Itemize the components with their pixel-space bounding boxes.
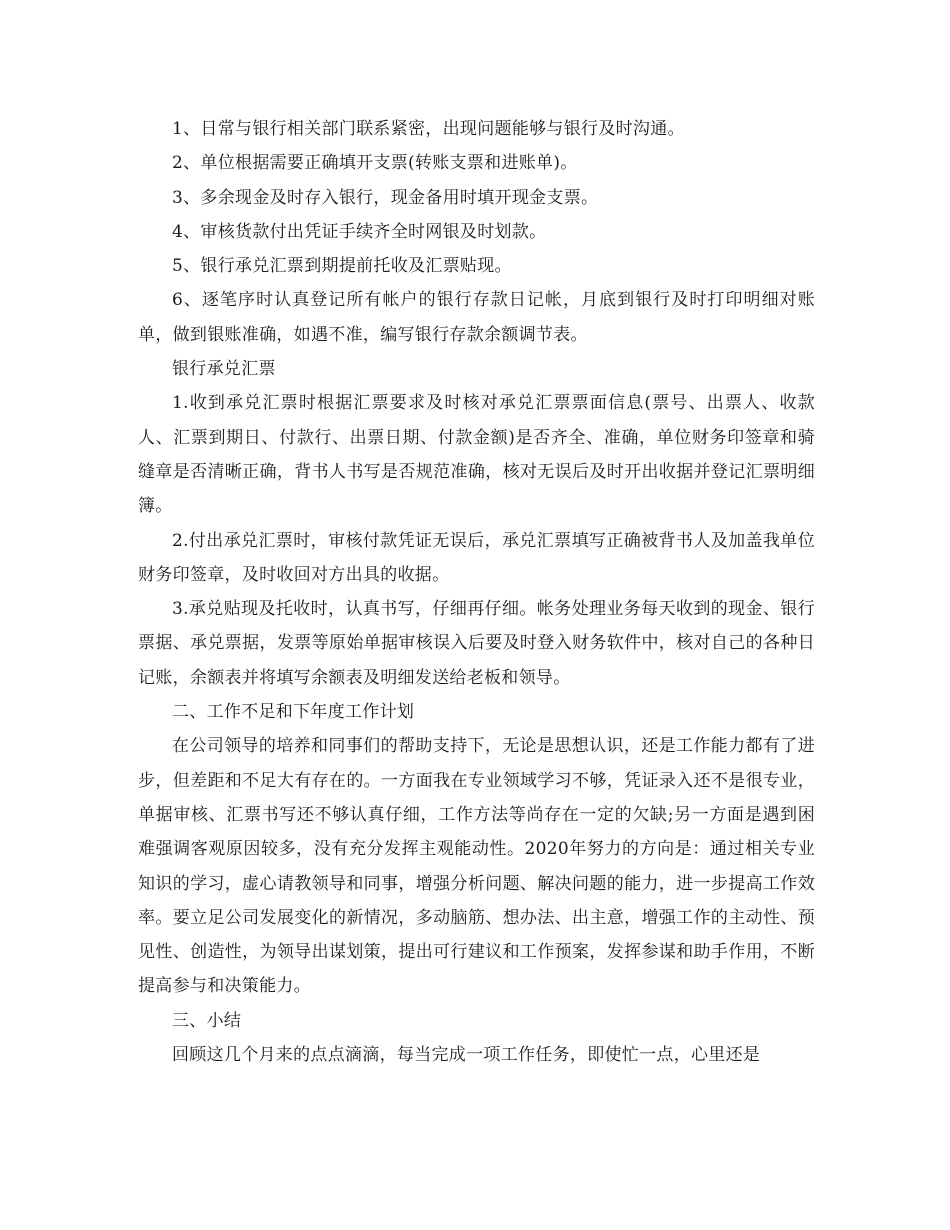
paragraph-item-2: 2、单位根据需要正确填开支票(转账支票和进账单)。 xyxy=(172,153,578,174)
paragraph-item-4: 4、审核货款付出凭证手续齐全时网银及时划款。 xyxy=(172,221,547,242)
paragraph-item-1: 1、日常与银行相关部门联系紧密，出现问题能够与银行及时沟通。 xyxy=(172,119,685,139)
paragraph-receive-acceptance: 1.收到承兑汇票时根据汇票要求及时核对承兑汇票票面信息(票号、出票人、收款人、汇票到期日、付款行、出票日期、付款金额)是否齐全、准确，单位财务印签章和骑缝章是否清晰正确，背书人书写是否规范准确，核对无误后及时开出收据并登记汇票明细簿。 xyxy=(138,393,815,517)
section-heading-bank-acceptance: 银行承兑汇票 xyxy=(172,359,276,380)
paragraph-shortcomings-plan: 在公司领导的培养和同事们的帮助支持下，无论是思想认识，还是工作能力都有了进步，但差距和不足大有存在的。一方面我在专业领域学习不够，凭证录入还不是很专业，单据审核、汇票书写还不够认真仔细，工作方法等尚存在一定的欠缺;另一方面是遇到困难强调客观原因较多，没有充分发挥主观能动性。2020年努力的方向是：通过相关专业知识的学习，虚心请教领导和同事，增强分析问题、解决问题的能力，进一步提高工作效率。要立足公司发展变化的新情况，多动脑筋、想办法、出主意，增强工作的主动性、预见性、创造性，为领导出谋划策，提出可行建议和工作预案，发挥参谋和助手作用，不断提高参与和决策能力。 xyxy=(138,736,815,997)
section-heading-summary: 三、小结 xyxy=(172,1010,242,1031)
paragraph-summary: 回顾这几个月来的点点滴滴，每当完成一项工作任务，即使忙一点，心里还是 xyxy=(172,1045,761,1066)
section-heading-shortcomings-plan: 二、工作不足和下年度工作计划 xyxy=(172,702,415,723)
paragraph-item-5: 5、银行承兑汇票到期提前托收及汇票贴现。 xyxy=(172,256,512,277)
document-body xyxy=(138,112,815,1072)
paragraph-pay-acceptance: 2.付出承兑汇票时，审核付款凭证无误后，承兑汇票填写正确被背书人及加盖我单位财务印签章，及时收回对方出具的收据。 xyxy=(138,530,815,585)
paragraph-item-3: 3、多余现金及时存入银行，现金备用时填开现金支票。 xyxy=(172,187,599,208)
paragraph-discount-collection: 3.承兑贴现及托收时，认真书写，仔细再仔细。帐务处理业务每天收到的现金、银行票据、承兑票据，发票等原始单据审核误入后要及时登入财务软件中，核对自己的各种日记账，余额表并将填写余额表及明细发送给老板和领导。 xyxy=(138,599,815,688)
paragraph-item-6: 6、逐笔序时认真登记所有帐户的银行存款日记帐，月底到银行及时打印明细对账单，做到银账准确，如遇不准，编写银行存款余额调节表。 xyxy=(138,290,815,345)
